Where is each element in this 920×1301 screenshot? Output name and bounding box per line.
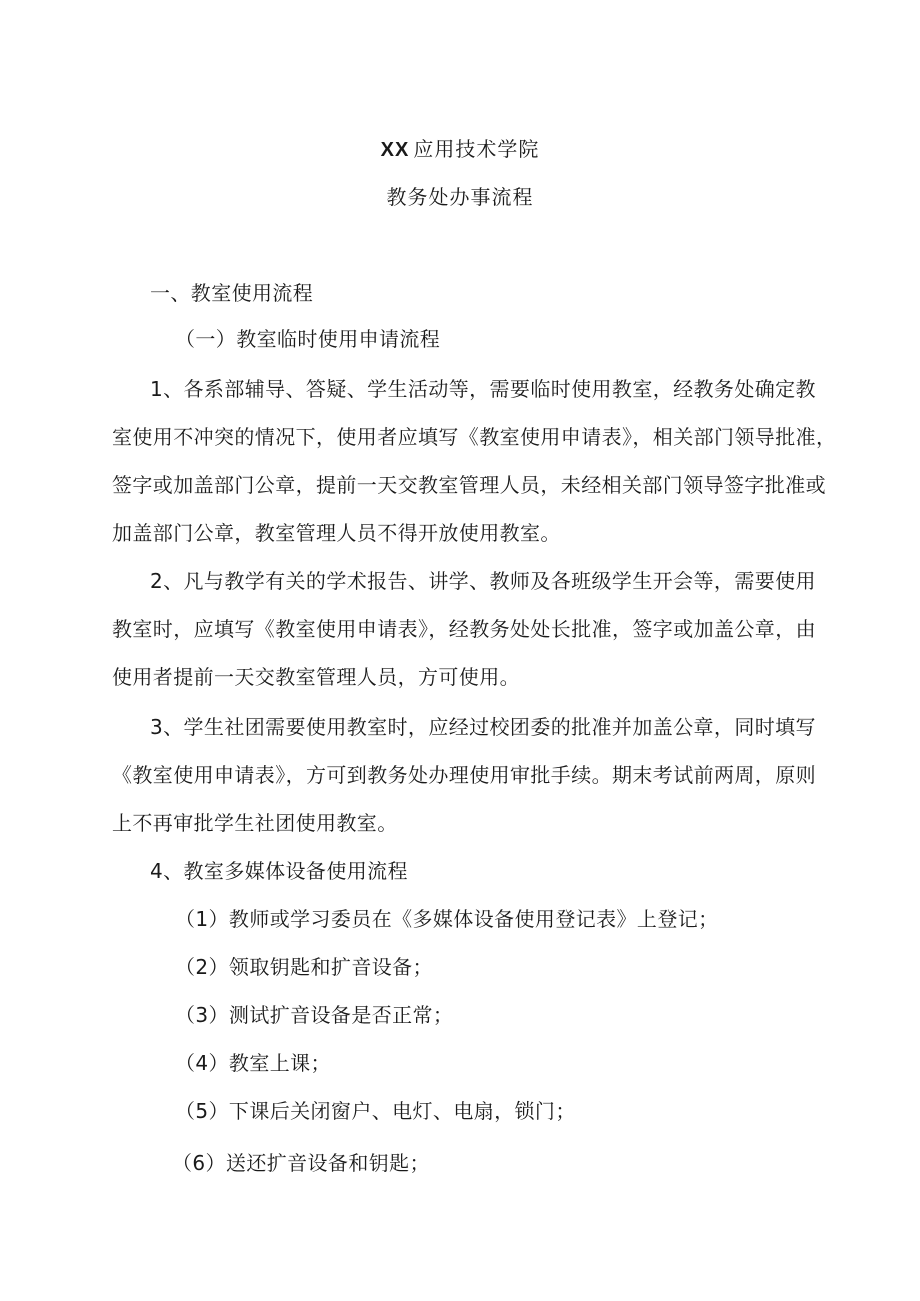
step-item: （6）送还扩音设备和钥匙； — [172, 1151, 430, 1175]
paragraph-1-line-1: 1、各系部辅导、答疑、学生活动等，需要临时使用教室，经教务处确定教 — [150, 377, 816, 401]
paragraph-3-line-3: 上不再审批学生社团使用教室。 — [112, 811, 398, 835]
paragraph-2-line-1: 2、凡与教学有关的学术报告、讲学、教师及各班级学生开会等，需要使用 — [150, 569, 816, 593]
paragraph-1-line-4: 加盖部门公章，教室管理人员不得开放使用教室。 — [112, 521, 561, 545]
document-subtitle: 教务处办事流程 — [386, 185, 534, 209]
paragraph-3-line-2: 《教室使用申请表》，方可到教务处办理使用审批手续。期末考试前两周，原则 — [112, 763, 816, 787]
paragraph-1-line-2: 室使用不冲突的情况下，使用者应填写《教室使用申请表》，相关部门领导批准， — [112, 425, 837, 449]
paragraph-3-line-1: 3、学生社团需要使用教室时，应经过校团委的批准并加盖公章，同时填写 — [150, 715, 816, 739]
step-item: （1）教师或学习委员在《多媒体设备使用登记表》上登记； — [175, 907, 719, 931]
title-org-name: 应用技术学院 — [413, 137, 540, 161]
paragraph-2-line-3: 使用者提前一天交教室管理人员，方可使用。 — [112, 665, 520, 689]
paragraph-4-heading: 4、教室多媒体设备使用流程 — [150, 859, 408, 883]
step-item: （4）教室上课； — [175, 1051, 331, 1075]
step-item: （5）下课后关闭窗户、电灯、电扇，锁门； — [175, 1099, 576, 1123]
title-prefix: XX — [380, 139, 410, 161]
step-item: （3）测试扩音设备是否正常； — [175, 1003, 454, 1027]
step-item: （2）领取钥匙和扩音设备； — [175, 955, 433, 979]
paragraph-2-line-2: 教室时，应填写《教室使用申请表》，经教务处处长批准，签字或加盖公章，由 — [112, 617, 816, 641]
document-title — [0, 134, 920, 165]
subsection-heading: （一）教室临时使用申请流程 — [175, 327, 441, 351]
section-heading: 一、教室使用流程 — [150, 281, 314, 305]
paragraph-1-line-3: 签字或加盖部门公章，提前一天交教室管理人员，未经相关部门领导签字批准或 — [112, 473, 826, 497]
